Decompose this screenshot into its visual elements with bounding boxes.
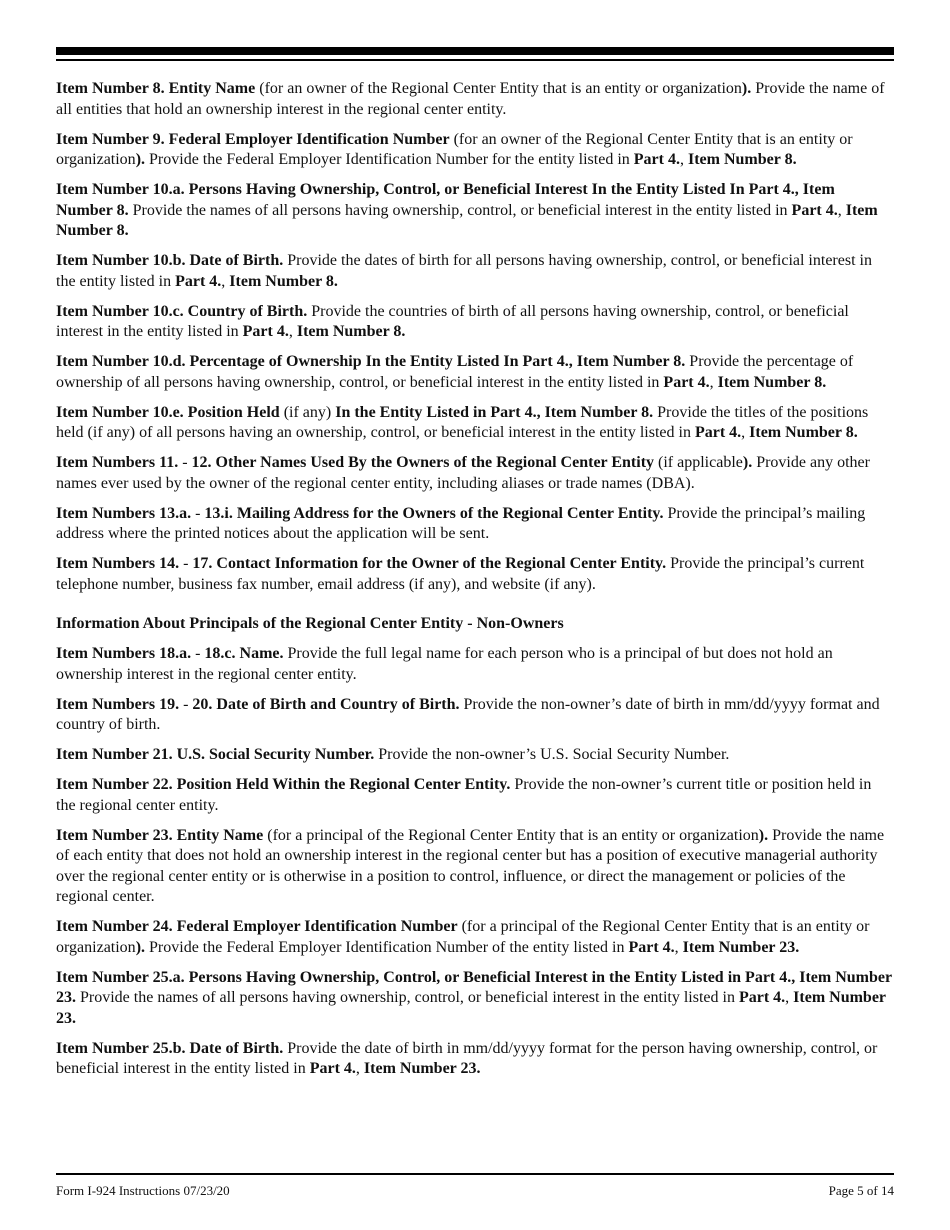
body-text: - bbox=[191, 504, 205, 522]
bold-text: Item Number 25.a. Persons Having Ownership, Control, or Beneficial Interest in the Entity Listed in Part 4., Item Number 23. bbox=[56, 968, 892, 1006]
body-text: , bbox=[785, 989, 794, 1006]
instruction-paragraph bbox=[56, 745, 894, 766]
body-text: Provide any other names ever used by the owner of the regional center entity, including aliases or trade names (DBA). bbox=[56, 454, 870, 492]
body-text: Provide the name of each entity that does not hold an ownership interest in the regional center but has a position of executive managerial authority over the regional center entity or is otherwise in a position to control, influence, or direct the management or policies of the regional center. bbox=[56, 826, 885, 905]
bold-text: ). bbox=[758, 826, 769, 844]
bold-text: Part 4. bbox=[694, 424, 742, 441]
body-text: , bbox=[837, 201, 846, 219]
body-text: Provide the percentage of ownership of all persons having ownership, control, or beneficial interest in the entity listed in bbox=[56, 353, 854, 391]
bold-text: Part 4. bbox=[309, 1060, 356, 1077]
bold-text: Part 4. bbox=[663, 373, 710, 391]
instruction-paragraph bbox=[56, 504, 894, 545]
bold-text: Item Numbers 18.a. bbox=[56, 645, 192, 662]
body-text: , bbox=[741, 424, 750, 441]
instruction-paragraph bbox=[56, 1039, 894, 1080]
bold-text: Part 4. bbox=[175, 272, 222, 290]
body-text: (if any) bbox=[279, 403, 336, 421]
instruction-paragraph bbox=[56, 775, 894, 816]
bold-text: ). bbox=[742, 454, 753, 471]
body-text: Provide the full legal name for each person who is a principal of but does not hold an ownership interest in the regional center entity. bbox=[56, 645, 833, 683]
instruction-paragraph bbox=[56, 826, 894, 908]
body-text: , bbox=[674, 938, 683, 956]
body-text: (if applicable bbox=[654, 454, 743, 471]
body-text: Provide the principal’s current telephone number, business fax number, email address (if any), and website (if any). bbox=[56, 555, 865, 593]
bold-text: Item Number 23. bbox=[363, 1060, 481, 1077]
footer-page-number: Page 5 of 14 bbox=[828, 1183, 894, 1198]
body-text: Provide the countries of birth of all persons having ownership, control, or beneficial interest in the entity listed in bbox=[56, 302, 849, 340]
instruction-paragraph bbox=[56, 554, 894, 595]
bold-text: Item Number 8. bbox=[717, 373, 827, 391]
instruction-paragraph bbox=[56, 453, 894, 494]
body-text: (for an owner of the Regional Center Entity that is an entity or organization bbox=[255, 80, 742, 97]
body-text: - bbox=[178, 454, 192, 471]
body-text: , bbox=[679, 151, 688, 168]
bold-text: Item Number 10.a. Persons Having Ownership, Control, or Beneficial Interest In the Entity Listed In Part 4., Item Number 8. bbox=[56, 181, 835, 219]
heading-text: Information About Principals of the Regional Center Entity - Non-Owners bbox=[56, 615, 564, 632]
body-text: Provide the titles of the positions held (if any) of all persons having an ownership, control, or beneficial interest in the entity listed in bbox=[56, 403, 869, 441]
bold-text: In the Entity Listed in Part 4., Item Number 8. bbox=[335, 403, 654, 421]
bold-text: Part 4. bbox=[628, 938, 675, 956]
bold-text: Item Number 23. Entity Name bbox=[56, 826, 264, 844]
body-text: Provide the non-owner’s U.S. Social Security Number. bbox=[374, 746, 730, 763]
bold-text: ). bbox=[135, 151, 146, 168]
body-text: , bbox=[355, 1060, 364, 1077]
bold-text: Item Number 9. Federal Employer Identification Number bbox=[56, 130, 450, 148]
body-text: , bbox=[709, 373, 718, 391]
bold-text: Item Numbers 13.a. bbox=[56, 504, 192, 522]
body-text: , bbox=[221, 272, 230, 290]
bold-text: 12. Other Names Used By the Owners of the Regional Center Entity bbox=[191, 454, 655, 471]
body-text: (for an owner of the Regional Center Entity that is an entity or organization bbox=[56, 130, 853, 168]
body-text: Provide the names of all persons having ownership, control, or beneficial interest in the entity listed in bbox=[76, 989, 739, 1006]
instruction-paragraph bbox=[56, 968, 894, 1030]
bold-text: Part 4. bbox=[633, 151, 680, 168]
bold-text: Part 4. bbox=[738, 989, 786, 1006]
instruction-paragraph bbox=[56, 352, 894, 393]
bold-text: Item Number 8. bbox=[56, 201, 878, 239]
bold-text: Item Number 22. Position Held Within the Regional Center Entity. bbox=[56, 776, 511, 793]
instruction-paragraph bbox=[56, 695, 894, 736]
bold-text: Item Number 8. bbox=[687, 151, 797, 168]
body-text: - bbox=[179, 695, 193, 713]
bold-text: Part 4. bbox=[791, 201, 838, 219]
bold-text: 20. Date of Birth and Country of Birth. bbox=[192, 695, 460, 713]
bold-text: Item Numbers 11. bbox=[56, 454, 179, 471]
bold-text: Item Number 10.c. Country of Birth. bbox=[56, 302, 308, 320]
bold-text: Item Numbers 14. bbox=[56, 555, 180, 572]
bold-text: 18.c. Name. bbox=[204, 645, 284, 662]
instruction-paragraph bbox=[56, 130, 894, 171]
bold-text: ). bbox=[135, 938, 146, 956]
bold-text: Item Number 10.e. Position Held bbox=[56, 403, 280, 421]
body-text: Provide the Federal Employer Identification Number for the entity listed in bbox=[145, 151, 634, 168]
body-text: , bbox=[288, 323, 297, 340]
body-text: - bbox=[179, 555, 193, 572]
footer-form-id: Form I-924 Instructions 07/23/20 bbox=[56, 1183, 230, 1198]
bold-text: Item Number 8. bbox=[749, 424, 858, 441]
body-text: Provide the date of birth in mm/dd/yyyy format for the person having ownership, control, or beneficial interest in the entity listed in bbox=[56, 1039, 878, 1077]
instruction-paragraph bbox=[56, 403, 894, 444]
body-text: Provide the dates of birth for all persons having ownership, control, or beneficial interest in the entity listed in bbox=[56, 252, 872, 290]
instruction-paragraph bbox=[56, 180, 894, 242]
bold-text: Item Number 25.b. Date of Birth. bbox=[56, 1039, 284, 1057]
instruction-paragraph bbox=[56, 917, 894, 958]
bold-text: Item Number 8. bbox=[296, 323, 406, 340]
instruction-paragraph bbox=[56, 251, 894, 292]
body-text: Provide the name of all entities that hold an ownership interest in the regional center entity. bbox=[56, 80, 885, 118]
bold-text: Item Number 8. Entity Name bbox=[56, 80, 256, 97]
instructions-body bbox=[56, 79, 894, 1089]
body-text: (for a principal of the Regional Center Entity that is an entity or organization bbox=[263, 826, 759, 844]
bold-text: ). bbox=[741, 80, 752, 97]
body-text: Provide the principal’s mailing address where the printed notices about the application will be sent. bbox=[56, 504, 866, 542]
header-rule-thin bbox=[56, 59, 894, 61]
instruction-paragraph bbox=[56, 644, 894, 685]
bold-text: Item Number 24. Federal Employer Identification Number bbox=[56, 918, 458, 935]
body-text: Provide the non-owner’s current title or position held in the regional center entity. bbox=[56, 776, 872, 814]
bold-text: Item Number 8. bbox=[229, 272, 338, 290]
bold-text: Item Number 23. bbox=[682, 938, 800, 956]
body-text: (for a principal of the Regional Center Entity that is an entity or organization bbox=[56, 918, 870, 956]
instruction-paragraph bbox=[56, 79, 894, 120]
bold-text: Item Number 21. U.S. Social Security Number. bbox=[56, 746, 375, 763]
instruction-paragraph bbox=[56, 302, 894, 343]
body-text: Provide the names of all persons having ownership, control, or beneficial interest in the entity listed in bbox=[128, 201, 792, 219]
bold-text: 17. Contact Information for the Owner of the Regional Center Entity. bbox=[192, 555, 667, 572]
bold-text: Item Number 23. bbox=[56, 989, 886, 1027]
body-text: Provide the non-owner’s date of birth in mm/dd/yyyy format and country of birth. bbox=[56, 695, 880, 733]
footer-rule bbox=[56, 1173, 894, 1175]
body-text: - bbox=[191, 645, 205, 662]
bold-text: Part 4. bbox=[242, 323, 289, 340]
section-heading bbox=[56, 614, 894, 635]
bold-text: Item Number 10.d. Percentage of Ownership In the Entity Listed In Part 4., Item Number 8. bbox=[56, 353, 686, 370]
bold-text: 13.i. Mailing Address for the Owners of the Regional Center Entity. bbox=[204, 504, 664, 522]
header-rule-thick bbox=[56, 47, 894, 55]
body-text: Provide the Federal Employer Identification Number of the entity listed in bbox=[145, 938, 629, 956]
bold-text: Item Numbers 19. bbox=[56, 695, 180, 713]
bold-text: Item Number 10.b. Date of Birth. bbox=[56, 252, 284, 269]
